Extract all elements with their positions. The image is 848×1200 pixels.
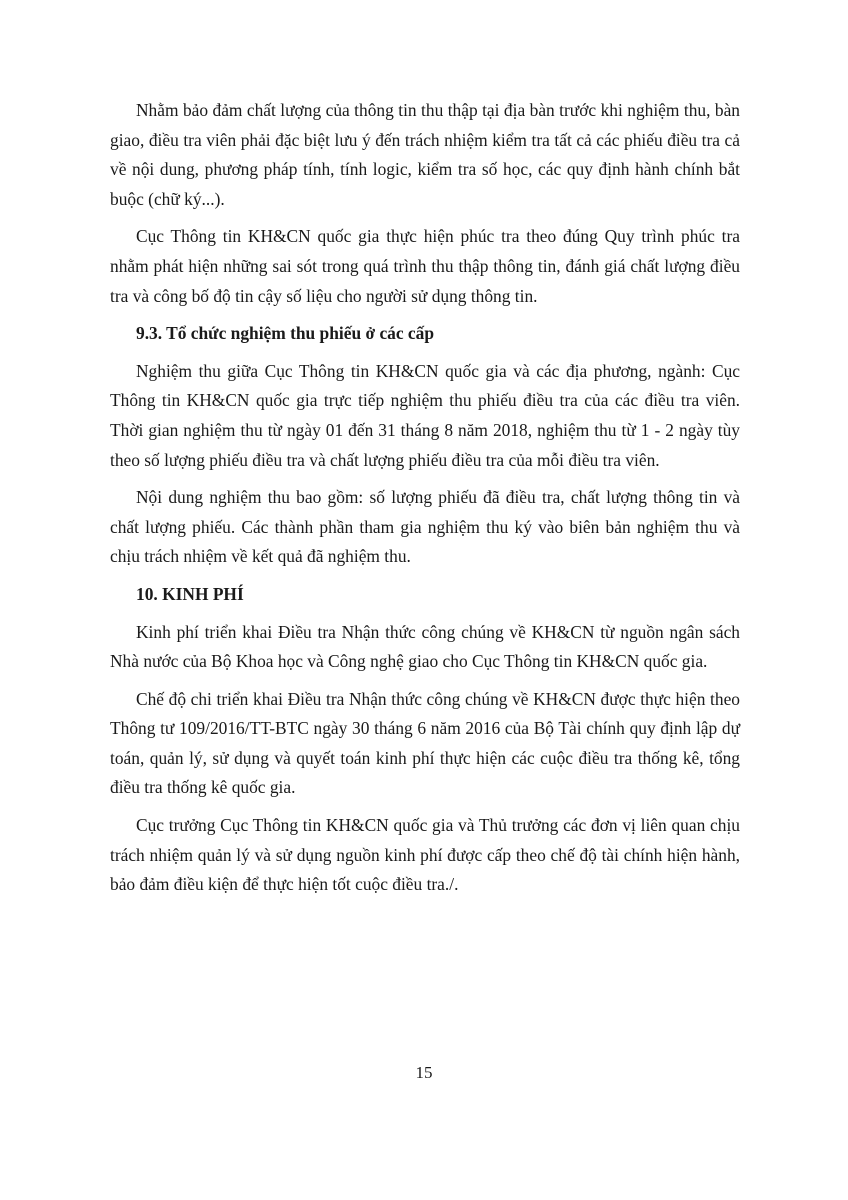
paragraph-acceptance-content: Nội dung nghiệm thu bao gồm: số lượng phiếu đã điều tra, chất lượng thông tin và chất lượng phiếu. Các thành phần tham gia nghiệm thu ký vào biên bản nghiệm thu và chịu trách nhiệm về kết quả đã nghiệm thu. [110,487,740,567]
page-number: 15 [415,1063,433,1082]
paragraph-re-inspection: Cục Thông tin KH&CN quốc gia thực hiện phúc tra theo đúng Quy trình phúc tra nhằm phát hiện những sai sót trong quá trình thu thập thông tin, đánh giá chất lượng điều tra và công bố độ tin cậy số liệu cho người sử dụng thông tin. [110,226,740,306]
section-heading-10: 10. KINH PHÍ [136,583,244,604]
paragraph-responsibility: Cục trưởng Cục Thông tin KH&CN quốc gia và Thủ trưởng các đơn vị liên quan chịu trách nhiệm quản lý và sử dụng nguồn kinh phí được cấp theo chế độ tài chính hiện hành, bảo đảm điều kiện để thực hiện tốt cuộc điều tra./. [110,815,740,895]
section-heading-9-3: 9.3. Tổ chức nghiệm thu phiếu ở các cấp [136,323,435,344]
paragraph-funding-source: Kinh phí triển khai Điều tra Nhận thức công chúng về KH&CN từ nguồn ngân sách Nhà nước của Bộ Khoa học và Công nghệ giao cho Cục Thông tin KH&CN quốc gia. [110,621,740,672]
paragraph-acceptance-between: Nghiệm thu giữa Cục Thông tin KH&CN quốc gia và các địa phương, ngành: Cục Thông tin KH&CN quốc gia trực tiếp nghiệm thu phiếu điều tra của các điều tra viên. Thời gian nghiệm thu từ ngày 01 đến 31 tháng 8 năm 2018, nghiệm thu từ 1 - 2 ngày tùy theo số lượng phiếu điều tra và chất lượng phiếu điều tra của mỗi điều tra viên. [110,360,740,470]
paragraph-quality-check: Nhằm bảo đảm chất lượng của thông tin thu thập tại địa bàn trước khi nghiệm thu, bàn giao, điều tra viên phải đặc biệt lưu ý đến trách nhiệm kiểm tra tất cả các phiếu điều tra cả về nội dung, phương pháp tính, tính logic, kiểm tra số học, các quy định hành chính bắt buộc (chữ ký...). [110,100,740,209]
paragraph-spending-regime: Chế độ chi triển khai Điều tra Nhận thức công chúng về KH&CN được thực hiện theo Thông tư 109/2016/TT-BTC ngày 30 tháng 6 năm 2016 của Bộ Tài chính quy định lập dự toán, quản lý, sử dụng và quyết toán kinh phí thực hiện các cuộc điều tra thống kê, tổng điều tra thống kê quốc gia. [110,688,740,798]
page-content [110,96,740,908]
